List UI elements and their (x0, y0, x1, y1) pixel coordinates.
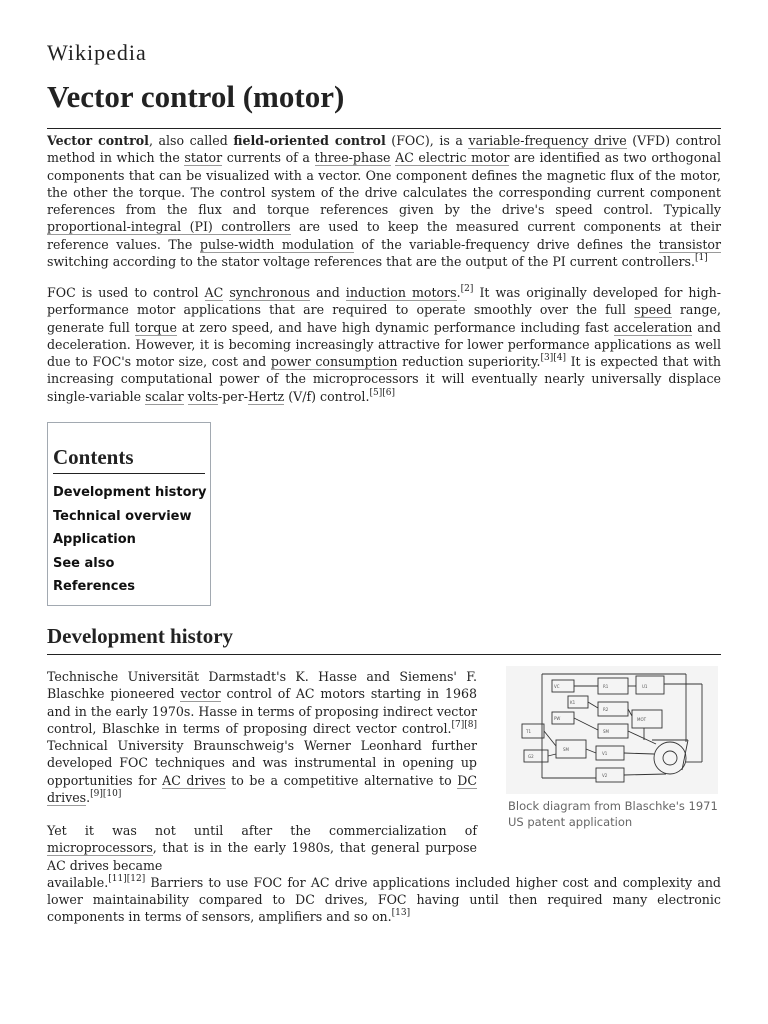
text-run: of the variable-frequency drive defines the (353, 236, 659, 252)
article-link[interactable]: pulse-width modulation (199, 236, 354, 252)
citation-ref[interactable]: [2] (460, 284, 474, 294)
article-link[interactable]: DC drives (47, 772, 478, 806)
text-run: It was originally developed for high-performance motor applications that are required to operate smoothly over the full (47, 285, 722, 318)
article-link[interactable]: synchronous (229, 285, 311, 300)
text-run: . (456, 285, 461, 300)
text-run: available. (47, 874, 109, 890)
article-link[interactable]: AC drives (162, 772, 226, 788)
text-run: are used to keep the measured current components at their reference values. The (47, 219, 721, 252)
article-link[interactable]: Hertz (248, 388, 285, 404)
table-of-contents (47, 422, 211, 606)
text-run: switching according to the stator voltage references that are the output of the PI current controllers. (47, 254, 696, 270)
toc-item-application[interactable]: Application (53, 532, 136, 547)
figure-block-diagram (506, 666, 721, 830)
article-link[interactable]: torque (134, 319, 177, 335)
toc-item-development-history[interactable]: Development history (53, 485, 207, 500)
article-link[interactable]: proportional-integral (PI) controllers (47, 219, 291, 235)
svg-text:R1: R1 (603, 684, 609, 689)
citation-ref[interactable]: [10] (102, 789, 122, 800)
text-run: (VFD) control method in which the (47, 133, 722, 166)
text-run: , also called (148, 133, 234, 148)
text-run: and (310, 285, 346, 300)
wikipedia-wordmark[interactable]: Wikipedia (47, 40, 147, 65)
article-link[interactable]: power consumption (270, 354, 398, 370)
citation-ref[interactable]: [4] (553, 353, 566, 364)
intro-paragraph-1 (47, 132, 721, 270)
svg-text:PW: PW (554, 716, 561, 721)
article-link[interactable]: speed (634, 302, 672, 318)
bold-term: Vector control (47, 133, 149, 148)
text-run: -per- (217, 388, 249, 404)
toc-item-see-also[interactable]: See also (53, 555, 115, 571)
history-paragraph-2-rest (47, 875, 721, 925)
citation-ref[interactable]: [9] (90, 789, 103, 800)
history-paragraph-2 (47, 822, 721, 926)
article-link[interactable]: stator (184, 150, 223, 166)
section-heading-development-history: Development history (47, 624, 721, 655)
svg-text:K1: K1 (570, 700, 576, 705)
toc-item-technical-overview[interactable]: Technical overview (53, 508, 192, 524)
page-title: Vector control (motor) (47, 78, 721, 129)
text-run: , that is in the early 1980s, that general purpose AC drives became (47, 840, 477, 873)
history-paragraph-2-narrow-part (47, 822, 477, 874)
svg-text:T1: T1 (526, 729, 531, 734)
toc-title: Contents (53, 445, 205, 474)
text-run: (FOC), is a (385, 133, 469, 148)
article-link[interactable]: microprocessors (47, 840, 153, 856)
text-run: to be a competitive alternative to (225, 772, 458, 788)
text-run: reduction superiority. (397, 354, 541, 370)
citation-ref[interactable]: [8] (464, 719, 477, 730)
article-link[interactable]: induction motors (345, 285, 457, 300)
citation-ref[interactable]: [5] (369, 387, 383, 398)
citation-ref[interactable]: [11] (108, 873, 127, 884)
text-run: FOC is used to control (47, 285, 205, 300)
text-run: Technische Universität Darmstadt's K. Hasse and Siemens' F. Blaschke pioneered (47, 669, 477, 702)
svg-text:SM: SM (563, 747, 569, 752)
citation-ref[interactable]: [13] (391, 908, 411, 919)
article-link[interactable]: AC (204, 285, 224, 300)
citation-ref[interactable]: [7] (451, 719, 465, 730)
text-run: Barriers to use FOC for AC drive applications included higher cost and complexity and lower maintainability compared to DC drives, FOC having until then required many electronic components in terms of sensors, amplifiers and so on. (47, 874, 721, 925)
citation-ref[interactable]: [6] (382, 387, 395, 398)
citation-ref[interactable]: [12] (126, 873, 146, 884)
svg-text:SM: SM (603, 729, 609, 734)
article-link[interactable]: volts (187, 388, 218, 404)
text-run: Yet it was not until after the commercialization of (47, 823, 477, 838)
svg-text:VC: VC (554, 684, 560, 689)
svg-text:V2: V2 (602, 773, 608, 778)
text-run: and deceleration. However, it is becoming increasingly attractive for lower performance applications as well due to FOC's motor size, cost and (47, 319, 721, 370)
text-run: . (86, 790, 91, 806)
article-link[interactable]: vector (180, 686, 221, 702)
svg-text:U1: U1 (642, 684, 648, 689)
text-run: Technical University Braunschweig's Werner Leonhard further developed FOC techniques and was instrumental in opening up opportunities for (47, 738, 477, 788)
article-link[interactable]: transistor (658, 236, 721, 252)
text-run: are identified as two orthogonal components that can be visualized with a vector. One component defines the magnetic flux of the motor, the other the torque. The control system of the drive calculates the corresponding current component references from the flux and torque references given by the drive's speed control. Typically (47, 150, 721, 218)
bold-term: field-oriented control (233, 133, 386, 148)
text-run: currents of a (222, 150, 315, 166)
citation-ref[interactable]: [3] (540, 353, 554, 364)
svg-text:G2: G2 (528, 754, 534, 759)
svg-text:MOT: MOT (637, 717, 647, 722)
article-link[interactable]: acceleration (613, 319, 693, 335)
text-run: (V/f) control. (284, 388, 370, 404)
article-link[interactable]: scalar (145, 388, 184, 404)
article-link[interactable]: AC electric motor (395, 150, 510, 166)
text-run: It is expected that with increasing computational power of the microprocessors it will eventually nearly universally displace single-variable (47, 354, 721, 404)
svg-text:R2: R2 (603, 707, 609, 712)
text-run: range, generate full (47, 302, 721, 335)
citation-ref[interactable]: [1] (695, 253, 708, 264)
article-link[interactable]: variable-frequency drive (468, 133, 627, 148)
svg-text:V1: V1 (602, 751, 608, 756)
intro-paragraph-2 (47, 284, 721, 405)
text-run: at zero speed, and have high dynamic performance including fast (177, 319, 614, 335)
toc-item-references[interactable]: References (53, 579, 136, 594)
toc-list (53, 481, 206, 599)
history-paragraph-1 (47, 668, 477, 806)
article-link[interactable]: three-phase (314, 150, 391, 166)
figure-caption: Block diagram from Blaschke's 1971 US patent application (508, 799, 718, 829)
text-run: control of AC motors starting in 1968 and in the early 1970s. Hasse in terms of proposing indirect vector control, Blaschke in terms of proposing direct vector control. (47, 686, 477, 736)
block-diagram-image[interactable] (506, 666, 718, 794)
